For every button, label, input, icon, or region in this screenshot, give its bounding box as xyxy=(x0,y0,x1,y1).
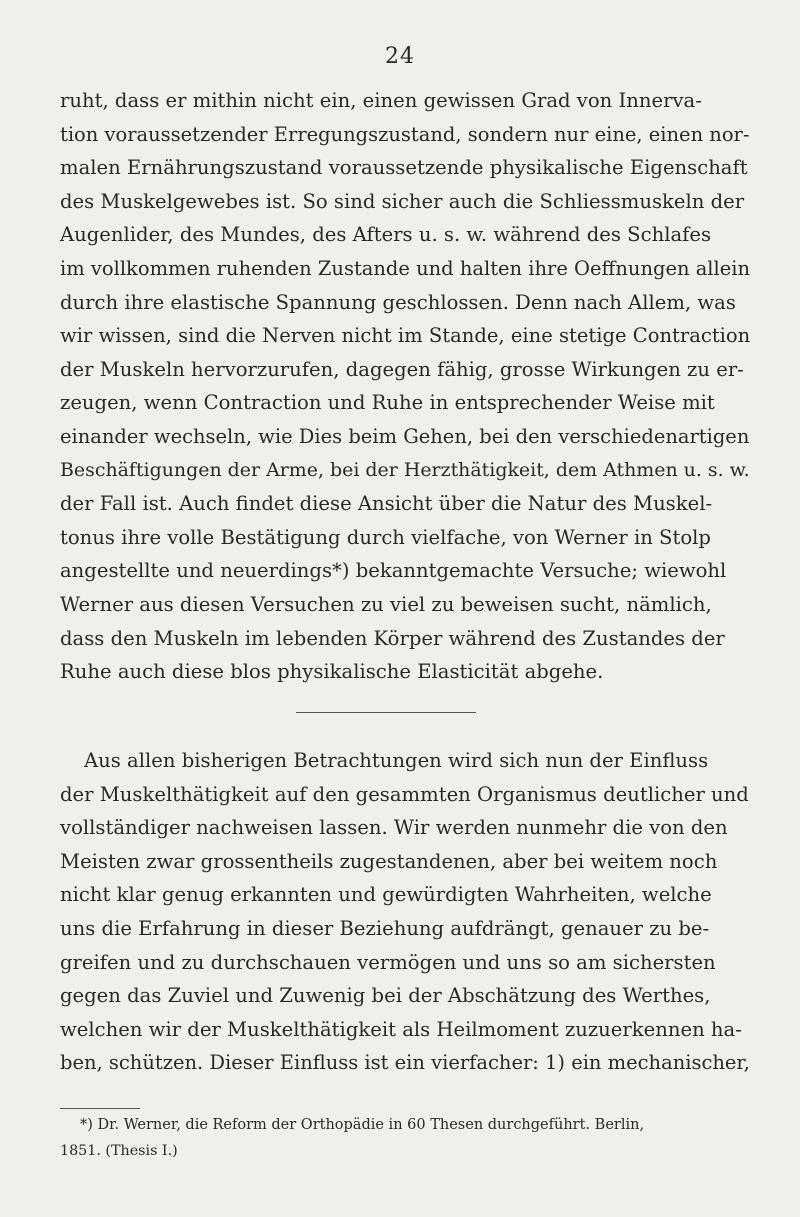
text-line: Werner aus diesen Versuchen zu viel zu beweisen sucht, nämlich, xyxy=(60,592,712,616)
text-line: Ruhe auch diese blos physikalische Elasticität abgehe. xyxy=(60,660,604,684)
text-line: vollständiger nachweisen lassen. Wir werden nunmehr die von den xyxy=(60,816,728,840)
text-line: Augenlider, des Mundes, des Afters u. s. w. während des Schlafes xyxy=(60,223,712,247)
text-line: im vollkommen ruhenden Zustande und halten ihre Oeffnungen allein xyxy=(60,256,751,280)
text-line: einander wechseln, wie Dies beim Gehen, bei den verschiedenartigen xyxy=(60,424,750,448)
page-number: 24 xyxy=(385,44,415,69)
text-line: gegen das Zuviel und Zuwenig bei der Abschätzung des Werthes, xyxy=(60,984,711,1008)
text-line: der Fall ist. Auch findet diese Ansicht über die Natur des Muskel- xyxy=(60,492,713,516)
text-line: zeugen, wenn Contraction und Ruhe in entsprechender Weise mit xyxy=(60,391,715,415)
text-line: der Muskelthätigkeit auf den gesammten Organismus deutlicher und xyxy=(60,782,749,806)
footnote xyxy=(60,1112,760,1164)
paragraph-1 xyxy=(60,84,750,689)
text-line: ben, schützen. Dieser Einfluss ist ein vierfacher: 1) ein mechanischer, xyxy=(60,1051,750,1075)
text-line: tion voraussetzender Erregungszustand, sondern nur eine, einen nor- xyxy=(60,122,750,146)
text-line: durch ihre elastische Spannung geschlossen. Denn nach Allem, was xyxy=(60,290,736,314)
paragraph-2 xyxy=(60,744,750,1080)
footnote-line: *) Dr. Werner, die Reform der Orthopädie in 60 Thesen durchgeführt. Berlin, xyxy=(80,1117,645,1133)
text-line: Beschäftigungen der Arme, bei der Herzthätigkeit, dem Athmen u. s. w. xyxy=(60,458,750,481)
text-line: nicht klar genug erkannten und gewürdigten Wahrheiten, welche xyxy=(60,883,712,907)
text-line: der Muskeln hervorzurufen, dagegen fähig, grosse Wirkungen zu er- xyxy=(60,357,744,381)
text-line: ruht, dass er mithin nicht ein, einen gewissen Grad von Innerva- xyxy=(60,89,702,112)
text-line: des Muskelgewebes ist. So sind sicher auch die Schliessmuskeln der xyxy=(60,189,745,213)
section-divider xyxy=(296,712,476,713)
text-line: malen Ernährungszustand voraussetzende physikalische Eigenschaft xyxy=(60,156,748,180)
text-line: dass den Muskeln im lebenden Körper während des Zustandes der xyxy=(60,626,725,650)
text-line: wir wissen, sind die Nerven nicht im Stande, eine stetige Contraction xyxy=(60,324,751,348)
text-line: uns die Erfahrung in dieser Beziehung aufdrängt, genauer zu be- xyxy=(60,916,710,940)
text-line: Meisten zwar grossentheils zugestandenen, aber bei weitem noch xyxy=(60,849,718,873)
footnote-rule xyxy=(60,1108,140,1109)
footnote-line: 1851. (Thesis I.) xyxy=(60,1143,178,1159)
text-line: greifen und zu durchschauen vermögen und uns so am sichersten xyxy=(60,950,716,974)
text-line: tonus ihre volle Bestätigung durch vielfache, von Werner in Stolp xyxy=(60,525,711,549)
text-line: welchen wir der Muskelthätigkeit als Heilmoment zuzuerkennen ha- xyxy=(60,1017,742,1041)
text-line: angestellte und neuerdings*) bekanntgemachte Versuche; wiewohl xyxy=(60,559,727,583)
text-line: Aus allen bisherigen Betrachtungen wird sich nun der Einfluss xyxy=(84,749,709,772)
